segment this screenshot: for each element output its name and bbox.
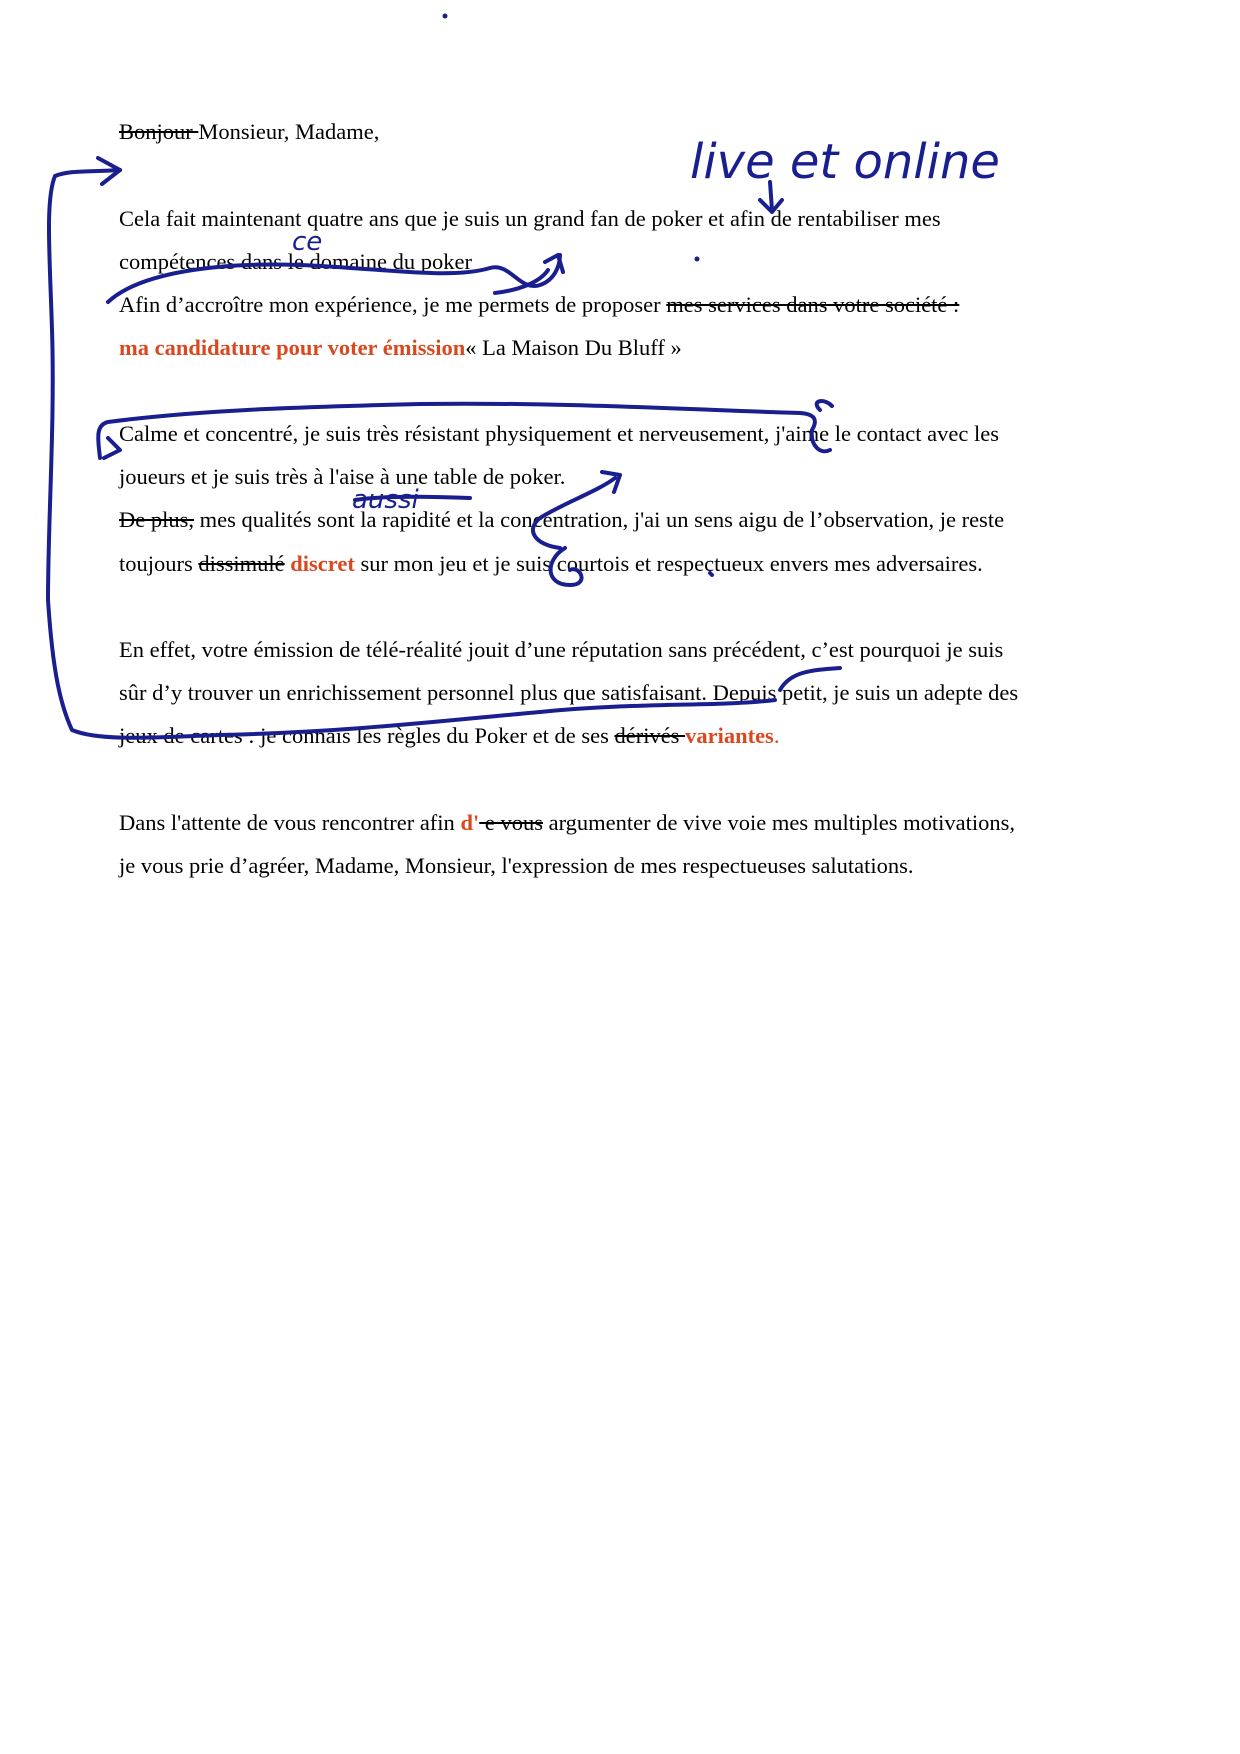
deleted-phrase: De plus, (119, 507, 194, 532)
arrowhead-icon (104, 438, 120, 458)
paragraph-2-line-3 (119, 505, 1004, 535)
line-text: Dans l'attente de vous rencontrer afin (119, 810, 461, 835)
closing-line-2: je vous prie d’agréer, Madame, Monsieur, l'expression de mes respectueuses salutations. (119, 853, 914, 878)
inserted-word: variantes (685, 723, 774, 748)
ink-dot (443, 14, 448, 19)
line-text: argumenter de vive voie mes multiples motivations, (542, 810, 1015, 835)
paragraph-2-line-2: joueurs et je suis très à l'aise à une table de poker. (119, 464, 566, 489)
inserted-phrase: ma candidature pour voter émission (119, 335, 466, 360)
ink-curl (817, 401, 832, 410)
arrowhead-icon (602, 472, 620, 492)
line-text: toujours (119, 551, 199, 576)
deleted-word: dérivés (614, 723, 686, 748)
period: . (773, 723, 780, 748)
paragraph-3-line-2: sûr d’y trouver un enrichissement personnel plus que satisfaisant. Depuis petit, je suis un adepte des (119, 680, 1019, 705)
deleted-word: dissimulé (198, 551, 285, 576)
arrowhead-icon (545, 255, 563, 272)
show-title: « La Maison Du Bluff » (465, 335, 682, 360)
paragraph-3-line-1: En effet, votre émission de télé-réalité jouit d’une réputation sans précédent, c’est pourquoi je suis (119, 637, 1004, 662)
line-text: sur mon jeu et je suis courtois et respectueux envers mes adversaires. (354, 551, 983, 576)
deleted-word: Bonjour (119, 119, 199, 144)
ink-dot (695, 257, 700, 262)
annotation-live-et-online: live et online (690, 134, 1000, 190)
greeting-line (119, 117, 379, 147)
inserted-word: discret (290, 551, 355, 576)
paragraph-3-line-3 (119, 721, 779, 751)
paragraph-1-line-1: Cela fait maintenant quatre ans que je suis un grand fan de poker et afin de rentabiliser mes (119, 206, 941, 231)
line-text: jeux de cartes : je connais les règles du Poker et de ses (119, 723, 615, 748)
greeting-text: Monsieur, Madame, (198, 119, 380, 144)
paragraph-2-line-1: Calme et concentré, je suis très résistant physiquement et nerveusement, j'aime le contact avec les (119, 421, 999, 446)
annotation-ce: ce (292, 227, 323, 257)
annotation-aussi: aussi (352, 485, 419, 515)
ink-scribble (355, 497, 470, 500)
deleted-phrase: mes services dans votre société : (666, 292, 960, 317)
deleted-word: e vous (479, 810, 543, 835)
arrowhead-icon (98, 158, 120, 184)
paragraph-1-line-2: compétences dans le domaine du poker (119, 249, 473, 274)
line-text: Afin d’accroître mon expérience, je me permets de proposer (119, 292, 667, 317)
paragraph-1-line-4 (119, 333, 682, 363)
closing-line-1 (119, 808, 1015, 838)
line-text: mes qualités sont la rapidité et la concentration, j'ai un sens aigu de l’observation, je reste (194, 507, 1005, 532)
paragraph-1-line-3 (119, 290, 959, 320)
paragraph-2-line-4 (119, 549, 983, 579)
inserted-word: d' (460, 810, 480, 835)
